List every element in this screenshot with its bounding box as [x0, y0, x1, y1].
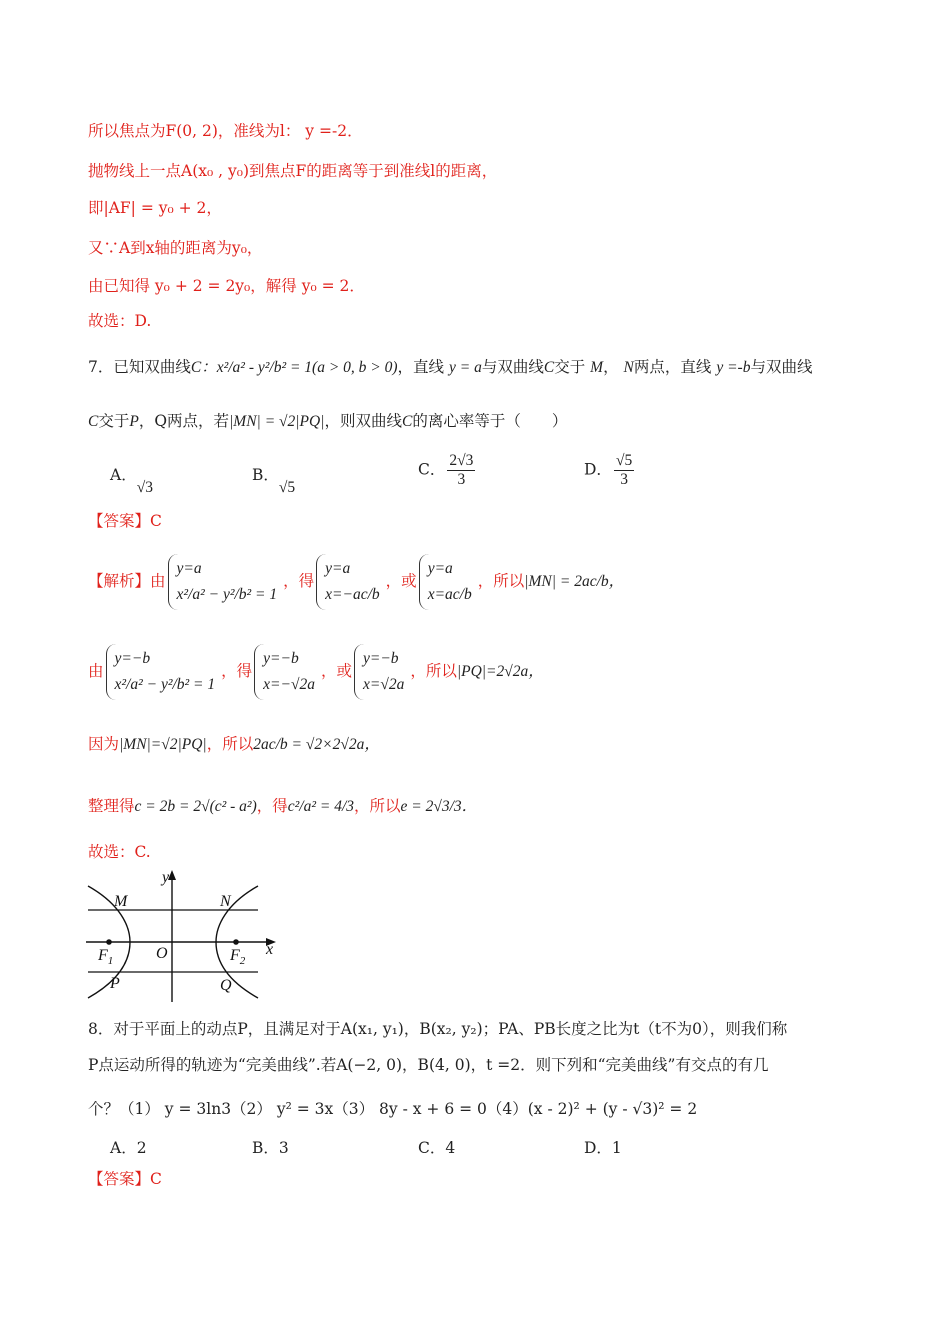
system-row: y=−b — [114, 650, 151, 667]
analysis-text: 整理得 — [88, 797, 135, 815]
analysis-text: 由 — [88, 662, 104, 680]
analysis-row-2 — [88, 633, 544, 710]
analysis-text: ，所以 — [410, 662, 457, 680]
hyperbola-equation: C：x²/a² - y²/b² = 1(a > 0, b > 0) — [190, 359, 398, 376]
analysis-row-1 — [88, 543, 624, 620]
system-row: y=a — [176, 560, 202, 577]
curve-c: C — [401, 413, 413, 430]
label-m: M — [114, 893, 128, 910]
q7-option-c[interactable] — [418, 452, 477, 489]
system-row: x=√2a — [363, 676, 405, 693]
q7-stem-text: 与双曲线 — [481, 358, 544, 376]
system-row: y=−b — [263, 650, 299, 667]
analysis-text: ，或 — [320, 662, 352, 680]
focus-f2 — [233, 939, 239, 945]
equation-system-1 — [168, 554, 282, 610]
analysis-text: 因为 — [88, 735, 120, 753]
option-label: C． — [418, 460, 446, 479]
label-n: N — [220, 893, 231, 910]
derived-equation: 2ac/b = √2×2√2a， — [253, 736, 380, 753]
point-p: P — [129, 413, 139, 430]
analysis-text: ，或 — [385, 572, 417, 590]
origin-label: O — [156, 945, 168, 962]
eccentricity-result: e = 2√3/3． — [400, 798, 478, 815]
equation-system-4 — [106, 644, 220, 700]
system-row: x=−ac/b — [325, 586, 380, 603]
f1-letter: F — [98, 947, 108, 964]
q7-condition: |MN| = √2|PQ| — [229, 413, 325, 430]
solution-line-4: 又∵A到x轴的距离为y₀， — [88, 239, 263, 257]
solution-choice: 故选：D. — [88, 312, 152, 330]
fraction-denominator: 3 — [447, 470, 475, 489]
system-row: x²/a² − y²/b² = 1 — [176, 586, 278, 603]
solution-line-1: 所以焦点为F(0, 2)，准线为l： y =-2． — [88, 122, 363, 140]
q8-stem-line-1: 8．对于平面上的动点P，且满足对于A(x₁, y₁)，B(x₂, y₂)；PA、PB长度之比为t（t不为0），则我们称 — [88, 1020, 788, 1038]
q7-stem-text: ，直线 — [397, 358, 445, 376]
because-equation: |MN|=√2|PQ| — [119, 736, 207, 753]
label-q: Q — [220, 977, 232, 994]
analysis-row-4 — [88, 795, 477, 818]
line-y-a: y = a — [449, 359, 482, 376]
q7-answer: 【答案】C — [88, 512, 162, 530]
q7-stem-text: 7．已知双曲线 — [88, 358, 191, 376]
pq-result: |PQ|=2√2a， — [456, 663, 544, 680]
q7-stem-text: ，则双曲线 — [324, 412, 402, 430]
label-f2 — [229, 947, 246, 967]
option-label: B． — [252, 466, 279, 484]
curve-c: C — [543, 359, 555, 376]
x-axis-label: x — [266, 941, 274, 958]
y-axis-arrow-icon — [168, 870, 176, 880]
analysis-text: ，所以 — [477, 572, 525, 590]
focus-f1 — [106, 939, 112, 945]
f2-subscript: 2 — [239, 955, 246, 967]
system-row: y=a — [325, 560, 351, 577]
solution-line-5: 由已知得 y₀ + 2 = 2y₀，解得 y₀ = 2． — [88, 277, 365, 295]
f2-letter: F — [230, 947, 240, 964]
arranged-equation: c = 2b = 2√(c² - a²) — [134, 798, 257, 815]
q7-choice: 故选：C. — [88, 843, 151, 861]
option-value: √3 — [136, 479, 153, 496]
q7-stem-line-1 — [88, 356, 812, 379]
f1-subscript: 1 — [107, 955, 114, 967]
option-label: A． — [110, 466, 137, 484]
analysis-text: ，所以 — [206, 735, 254, 753]
q7-stem-text: 交于 — [554, 358, 586, 376]
q8-option-c[interactable]: C．4 — [418, 1139, 456, 1157]
equation-system-5 — [254, 644, 319, 700]
equation-system-3 — [419, 554, 476, 610]
system-row: y=−b — [363, 650, 399, 667]
ratio-equation: c²/a² = 4/3 — [287, 798, 354, 815]
analysis-label: 【解析】由 — [88, 572, 166, 590]
point-m: M — [590, 359, 604, 376]
q7-option-d[interactable] — [584, 452, 636, 489]
option-value: √5 — [278, 479, 296, 496]
system-row: x=−√2a — [263, 676, 315, 693]
fraction-denominator: 3 — [614, 470, 634, 489]
q7-stem-text: ， — [603, 358, 619, 376]
hyperbola-figure — [80, 868, 290, 1008]
equation-system-2 — [316, 554, 384, 610]
label-p: P — [110, 975, 120, 992]
option-fraction — [614, 452, 634, 489]
q7-option-b[interactable] — [252, 464, 296, 496]
q7-stem-line-2 — [88, 410, 567, 433]
q8-answer: 【答案】C — [88, 1170, 162, 1188]
option-label: D． — [584, 460, 612, 479]
analysis-row-3 — [88, 733, 380, 756]
q8-option-a[interactable]: A．2 — [110, 1139, 147, 1157]
equation-system-6 — [354, 644, 408, 700]
q8-stem-line-2: P点运动所得的轨迹为“完美曲线”.若A(−2, 0)，B(4, 0)，t =2．则下列和“完美曲线”有交点的有几 — [88, 1056, 769, 1074]
q7-option-a[interactable] — [110, 464, 153, 496]
system-row: x=ac/b — [427, 586, 472, 603]
analysis-text: ，所以 — [354, 797, 401, 815]
q7-stem-text: 两点，直线 — [633, 358, 712, 376]
q8-option-b[interactable]: B．3 — [252, 1139, 289, 1157]
analysis-text: ，得 — [256, 797, 288, 815]
q7-stem-text: ，Q两点，若 — [138, 412, 230, 430]
analysis-text: ，得 — [221, 662, 253, 680]
q8-option-d[interactable]: D．1 — [584, 1139, 622, 1157]
fraction-numerator: √5 — [615, 452, 633, 469]
solution-line-3: 即|AF| = y₀ + 2， — [88, 199, 222, 217]
solution-line-2: 抛物线上一点A(x₀ , y₀)到焦点F的距离等于到准线l的距离， — [88, 162, 498, 180]
system-row: y=a — [427, 560, 453, 577]
label-f1 — [97, 947, 113, 967]
q7-stem-text: 与双曲线 — [750, 358, 813, 376]
q8-stem-line-3: 个？（1） y = 3ln3（2） y² = 3x（3） 8y - x + 6 = 0（4）(x - 2)² + (y - √3)² = 2 — [88, 1100, 698, 1118]
fraction-numerator: 2√3 — [449, 452, 474, 469]
option-fraction — [447, 452, 475, 489]
system-row: x²/a² − y²/b² = 1 — [114, 676, 216, 693]
curve-c: C — [88, 413, 99, 430]
y-axis-label: y — [162, 869, 170, 886]
point-n: N — [623, 359, 634, 376]
analysis-text: ，得 — [283, 572, 315, 590]
line-y-minus-b: y =-b — [716, 359, 751, 376]
q7-stem-text: 交于 — [98, 412, 130, 430]
mn-result: |MN| = 2ac/b， — [524, 573, 625, 590]
q7-stem-text: 的离心率等于（ ） — [412, 412, 568, 430]
